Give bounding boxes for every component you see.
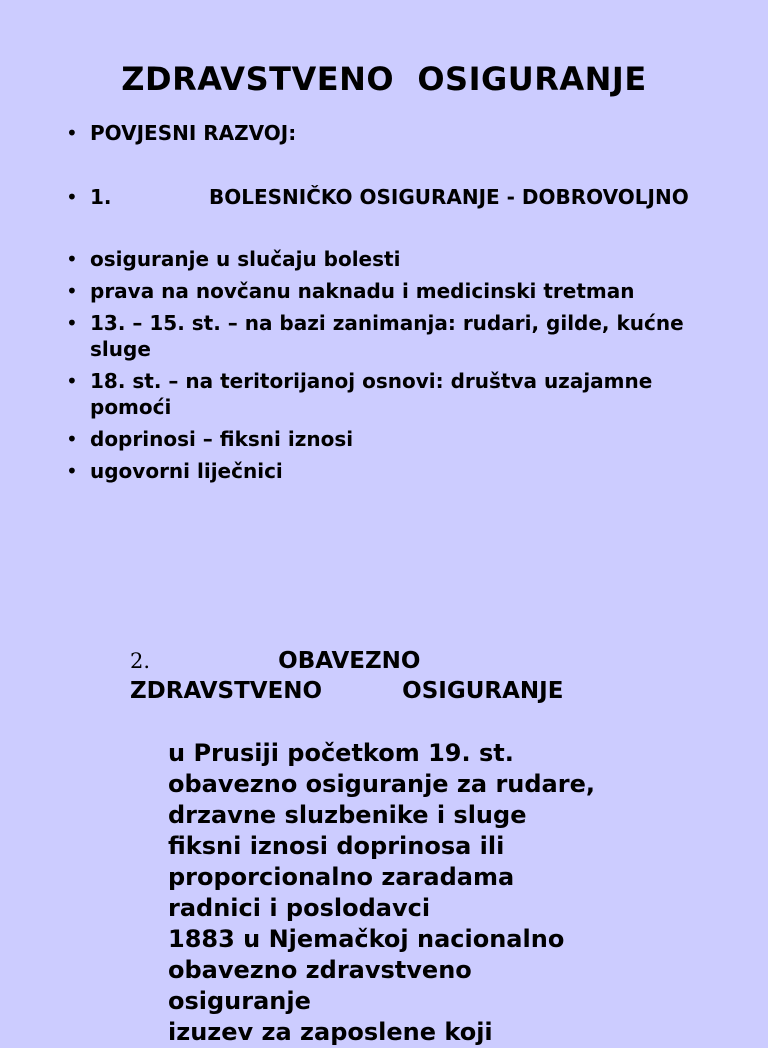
- list-item: [66, 120, 726, 146]
- body-line: obavezno zdravstveno: [168, 956, 472, 984]
- bullet-dot: •: [66, 459, 78, 483]
- list-item-text: 13. – 15. st. – na bazi zanimanja: rudari, gilde, kućne sluge: [90, 311, 684, 361]
- body-line: 1883 u Njemačkoj nacionalno: [168, 925, 565, 953]
- list-item: [66, 184, 726, 210]
- section-2-heading-text: OBAVEZNO: [278, 648, 421, 674]
- bullet-dot: •: [66, 311, 78, 335]
- body-line: osiguranje: [168, 987, 311, 1015]
- list-item-text: 1. BOLESNIČKO OSIGURANJE - DOBROVOLJNO: [90, 185, 689, 209]
- list-item-text: prava na novčanu naknadu i medicinski tretman: [90, 279, 635, 303]
- list-item-text: osiguranje u slučaju bolesti: [90, 247, 401, 271]
- slide-title: ZDRAVSTVENO OSIGURANJE: [121, 60, 647, 98]
- bullet-list: [66, 120, 726, 484]
- body-line: izuzev za zaposlene koji: [168, 1018, 493, 1046]
- bullet-dot: •: [66, 427, 78, 451]
- list-item: [66, 458, 726, 484]
- list-item: [66, 368, 726, 420]
- body-line: obavezno osiguranje za rudare,: [168, 770, 595, 798]
- body-line: drzavne sluzbenike i sluge: [168, 801, 527, 829]
- body-line: u Prusiji početkom 19. st.: [168, 739, 514, 767]
- section-2-body: [168, 738, 748, 1048]
- list-item-text: doprinosi – fiksni iznosi: [90, 427, 354, 451]
- body-line: radnici i poslodavci: [168, 894, 431, 922]
- body-line: fiksni iznosi doprinosa ili: [168, 832, 505, 860]
- section-2-number: 2.: [130, 649, 151, 673]
- list-item: [66, 310, 726, 362]
- list-item: [66, 278, 726, 304]
- bullet-dot: •: [66, 121, 78, 145]
- section-2-heading-line1: [130, 646, 730, 676]
- section-2-heading: [130, 646, 730, 706]
- list-item-text: POVJESNI RAZVOJ:: [90, 121, 297, 145]
- bullet-dot: •: [66, 247, 78, 271]
- list-item: [66, 426, 726, 452]
- bullet-dot: •: [66, 369, 78, 393]
- bullet-dot: •: [66, 279, 78, 303]
- body-line: proporcionalno zaradama: [168, 863, 515, 891]
- section-2-heading-line2: ZDRAVSTVENO OSIGURANJE: [130, 678, 564, 704]
- list-item-text: ugovorni liječnici: [90, 459, 283, 483]
- list-item-text: 18. st. – na teritorijanoj osnovi: društva uzajamne pomoći: [90, 369, 653, 419]
- list-item: [66, 246, 726, 272]
- bullet-dot: •: [66, 185, 78, 209]
